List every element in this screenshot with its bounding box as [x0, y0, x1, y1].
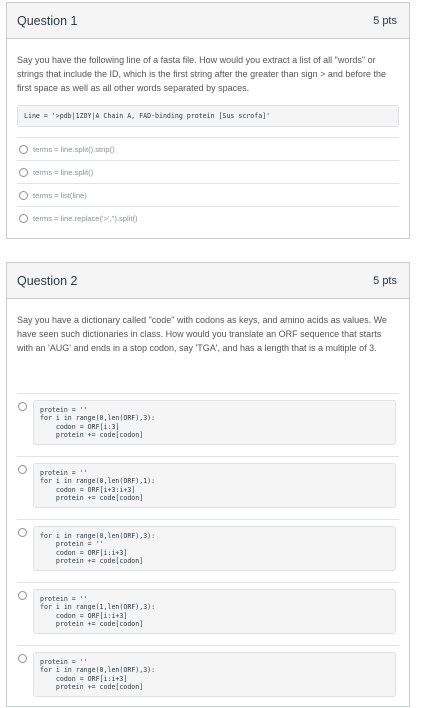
question-1-text: Say you have the following line of a fasta file. How would you extract a list of all "words" or strings that include the ID, which is the first string after the greater than sign > and before the first space as well as all other words separated by spaces. [17, 55, 386, 93]
answer-option[interactable] [17, 393, 399, 456]
answer-option[interactable] [17, 206, 399, 229]
answer-option[interactable] [17, 160, 399, 183]
answer-option[interactable] [17, 137, 399, 160]
answer-option[interactable] [17, 519, 399, 582]
radio-button[interactable] [18, 465, 27, 474]
question-2-title: Question 2 [17, 273, 78, 288]
answer-option-label: terms = list(line) [33, 190, 87, 200]
radio-button[interactable] [19, 191, 28, 200]
answer-option-label: terms = line.replace('>','').split() [33, 213, 138, 223]
answer-option-code: protein = '' for i in range(0,len(ORF),1): codon = ORF[i+3:i+3] protein += code[codon] [33, 463, 396, 508]
answer-option-code: for i in range(0,len(ORF),3): protein = '' codon = ORF[i:i+3] protein += code[codon] [33, 526, 396, 571]
question-2-card [6, 262, 410, 707]
radio-button[interactable] [19, 214, 28, 223]
answer-option[interactable] [17, 645, 399, 708]
answer-option-label: terms = line.split().strip() [33, 144, 115, 154]
question-1-header [7, 3, 409, 39]
radio-button[interactable] [18, 528, 27, 537]
question-2-points: 5 pts [373, 274, 397, 287]
radio-button[interactable] [18, 402, 27, 411]
answer-option[interactable] [17, 582, 399, 645]
answer-option-code: protein = '' for i in range(0,len(ORF),3): codon = ORF[i:3] protein += code[codon] [33, 400, 396, 445]
question-1-title: Question 1 [17, 13, 78, 28]
question-2-text: Say you have a dictionary called "code" with codons as keys, and amino acids as values. We have seen such dictionaries in class. How would you translate an ORF sequence that starts with an 'AUG' and ends in a stop codon, say 'TGA', and has a length that is a multiple of 3. [17, 315, 387, 353]
answer-option-code: protein = '' for i in range(0,len(ORF),3): codon = ORF[i:i+3] protein += code[codon] [33, 652, 396, 697]
answer-option-code: protein = '' for i in range(1,len(ORF),3): codon = ORF[i:i+3] protein += code[codon] [33, 589, 396, 634]
answer-option[interactable] [17, 183, 399, 206]
radio-button[interactable] [18, 654, 27, 663]
question-1-code: Line = '>pdb|1ZOY|A Chain A, FAD-binding protein [Sus scrofa]' [17, 105, 399, 127]
question-1-points: 5 pts [373, 14, 397, 27]
question-2-header [7, 263, 409, 299]
question-2-body [7, 299, 409, 708]
answer-option-label: terms = line.split() [33, 167, 94, 177]
radio-button[interactable] [18, 591, 27, 600]
radio-button[interactable] [19, 145, 28, 154]
question-1-body [7, 39, 409, 229]
question-1-card [6, 2, 410, 239]
radio-button[interactable] [19, 168, 28, 177]
answer-option[interactable] [17, 456, 399, 519]
